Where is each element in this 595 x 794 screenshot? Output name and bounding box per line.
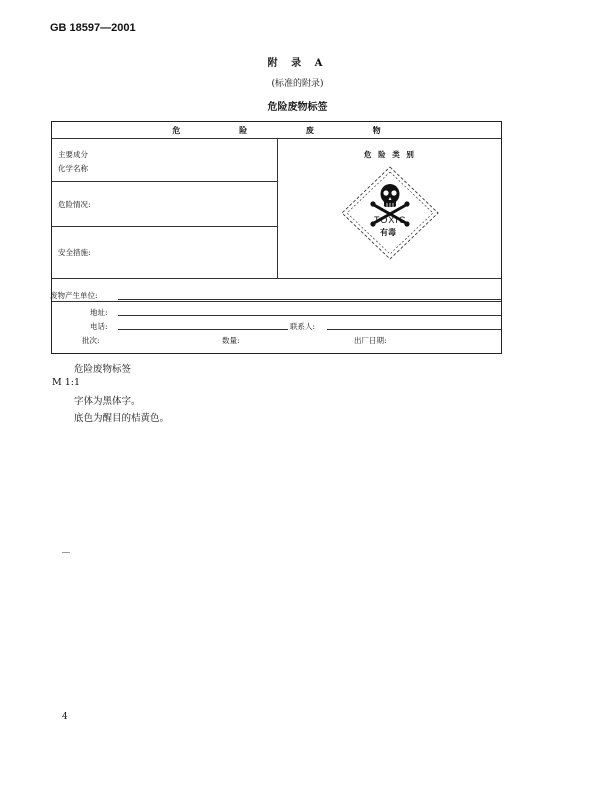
hazard-class-title: 危 险 类 别: [364, 150, 416, 159]
producer-label: 废物产生单位:: [50, 291, 98, 300]
left-divider-2: [52, 226, 277, 227]
batch-label: 批次:: [82, 336, 100, 345]
producer-divider: [52, 301, 501, 302]
hazardous-waste-label: [51, 121, 502, 354]
color-note: 底色为醒目的桔黄色。: [74, 413, 170, 424]
contact-label: 联系人:: [290, 322, 316, 331]
chemical-name-label: 化学名称: [58, 164, 88, 173]
address-label: 地址:: [90, 308, 108, 317]
toxic-text: TOXIC: [374, 215, 407, 225]
appendix-title: 附 录 A: [267, 58, 328, 69]
left-divider-1: [52, 181, 277, 182]
appendix-subtitle: (标准的附录): [271, 79, 324, 89]
toxic-diamond-icon: [340, 165, 440, 261]
date-label: 出厂日期:: [354, 336, 387, 345]
center-divider: [277, 138, 278, 278]
margin-mark: [62, 552, 70, 553]
font-note: 字体为黑体字。: [74, 396, 141, 407]
middle-divider: [52, 278, 501, 279]
phone-line: [118, 329, 288, 330]
toxic-cn-text: 有毒: [380, 227, 396, 237]
scale-note: M 1:1: [52, 377, 81, 388]
quantity-label: 数量:: [222, 336, 240, 345]
contact-line: [327, 329, 501, 330]
page-number: 4: [62, 712, 68, 722]
composition-label: 主要成分: [58, 150, 88, 159]
phone-label: 电话:: [90, 322, 108, 331]
appendix-heading: 危险废物标签: [267, 102, 328, 113]
standard-code: GB 18597—2001: [50, 22, 136, 34]
address-line: [118, 315, 501, 316]
safety-label: 安全措施:: [58, 248, 91, 257]
hazard-label: 危险情况:: [58, 200, 91, 209]
label-title: 危 险 废 物: [172, 125, 409, 135]
label-caption: 危险废物标签: [74, 364, 132, 375]
producer-line: [118, 299, 501, 300]
